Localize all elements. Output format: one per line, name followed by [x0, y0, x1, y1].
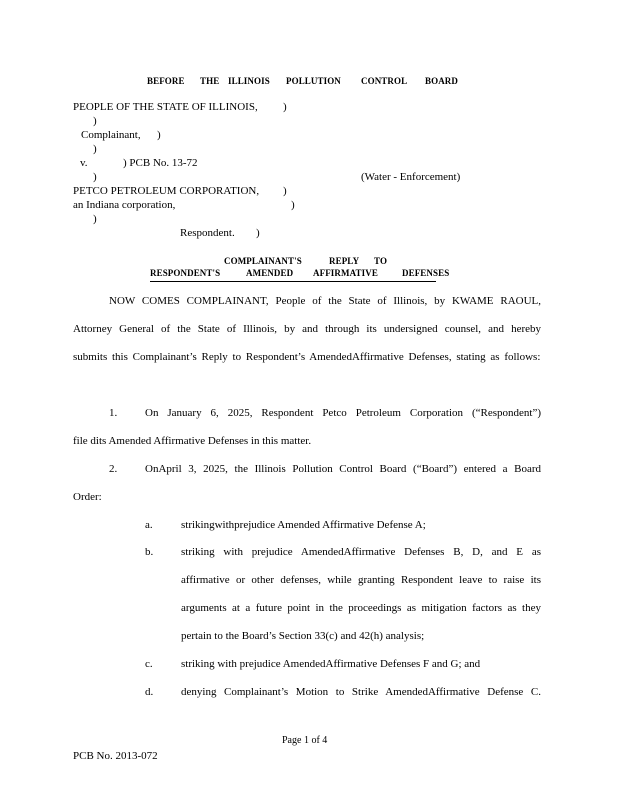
case-number-footer: PCB No. 2013-072 — [73, 750, 158, 762]
paragraph-text: On January 6, 2025, Respondent Petco Petroleum Corporation (“Respondent”) — [145, 407, 541, 419]
caption-paren: ) — [256, 227, 260, 239]
caption-indiana: an Indiana corporation, — [73, 199, 176, 211]
list-item-letter: c. — [145, 658, 153, 670]
caption-paren: ) — [283, 101, 287, 113]
caption-paren: ) — [157, 129, 161, 141]
header-word: BOARD — [425, 76, 459, 86]
page-number: Page 1 of 4 — [282, 735, 328, 746]
list-item-text: denying Complainant’s Motion to Strike AmendedAffirmative Defense C. — [181, 686, 541, 698]
caption-paren: ) — [93, 115, 97, 127]
caption-v: v. — [80, 157, 88, 169]
header-word: ILLINOIS — [228, 76, 270, 86]
paragraph-number: 1. — [109, 407, 118, 419]
caption-petco: PETCO PETROLEUM CORPORATION, — [73, 185, 260, 197]
paragraph-text: file dits Amended Affirmative Defenses in this matter. — [73, 435, 312, 447]
list-item-text: striking with prejudice AmendedAffirmative Defenses B, D, and E as — [181, 546, 541, 558]
header-word: POLLUTION — [286, 76, 341, 86]
title-word: RESPONDENT'S — [150, 268, 221, 278]
list-item-letter: a. — [145, 519, 153, 531]
list-item-text: affirmative or other defenses, while granting Respondent leave to raise its — [181, 574, 541, 586]
list-item-letter: d. — [145, 686, 154, 698]
caption-paren: ) — [291, 199, 295, 211]
caption-people: PEOPLE OF THE STATE OF ILLINOIS, — [73, 101, 258, 113]
paragraph-text: OnApril 3, 2025, the Illinois Pollution Control Board (“Board”) entered a Board — [145, 463, 541, 475]
caption-complainant: Complainant, — [81, 129, 141, 141]
list-item-text: arguments at a future point in the proceedings as mitigation factors as they — [181, 602, 541, 614]
caption-paren: ) — [93, 143, 97, 155]
title-word: AMENDED — [246, 268, 294, 278]
paragraph-number: 2. — [109, 463, 118, 475]
caption-matter-type: (Water - Enforcement) — [361, 171, 461, 183]
title-word: DEFENSES — [402, 268, 450, 278]
caption-paren: ) — [283, 185, 287, 197]
header-word: BEFORE — [147, 76, 185, 86]
list-item-text: strikingwithprejudice Amended Affirmative Defense A; — [181, 519, 426, 531]
intro-paragraph: NOW COMES COMPLAINANT, People of the State of Illinois, by KWAME RAOUL, Attorney General of the State of Illinois, by and through its undersigned counsel, and hereby submits this Complainant’s Reply to Respondent’s AmendedAffirmative Defenses, stating as follows: — [73, 295, 541, 363]
title-word: AFFIRMATIVE — [313, 268, 378, 278]
caption-paren: ) — [93, 213, 97, 225]
list-item-text: striking with prejudice AmendedAffirmative Defenses F and G; and — [181, 658, 481, 670]
caption-pcb-number: ) PCB No. 13-72 — [123, 157, 198, 169]
title-word: COMPLAINANT'S — [224, 256, 302, 266]
caption-paren: ) — [93, 171, 97, 183]
list-item-letter: b. — [145, 546, 154, 558]
paragraph-text: Order: — [73, 491, 102, 503]
header-word: CONTROL — [361, 76, 408, 86]
caption-respondent: Respondent. — [180, 227, 235, 239]
title-word: REPLY — [329, 256, 360, 266]
list-item-text: pertain to the Board’s Section 33(c) and 42(h) analysis; — [181, 630, 425, 642]
title-word: TO — [374, 256, 388, 266]
header-word: THE — [200, 76, 220, 86]
